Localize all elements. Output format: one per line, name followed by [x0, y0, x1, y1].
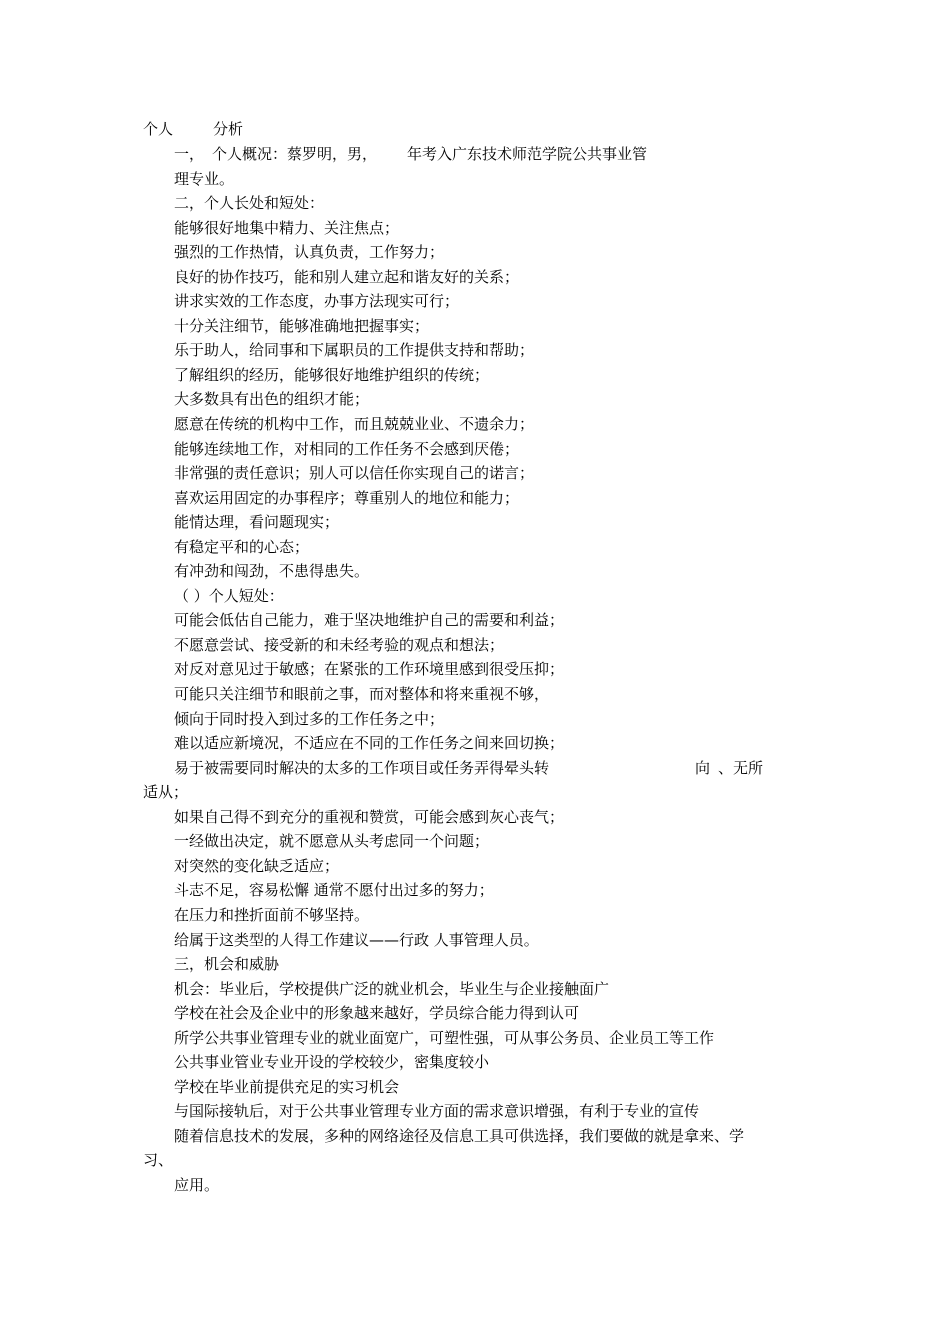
weakness-item: 对突然的变化缺乏适应； [174, 856, 340, 875]
dizzy-text-a: 易于被需要同时解决的太多的工作项目或任务弄得晕头转 [174, 758, 550, 777]
strength-item: 讲求实效的工作态度，办事方法现实可行； [174, 292, 460, 311]
section-1-continuation: 理专业。 [174, 169, 235, 188]
weakness-item-dizzy [143, 756, 823, 781]
opportunity-item: 与国际接轨后，对于公共事业管理专业方面的需求意识增强，有利于专业的宣传 [174, 1102, 700, 1121]
section-1-lead: 一， [174, 145, 205, 163]
strength-item: 强烈的工作热情，认真负责，工作努力； [174, 243, 445, 262]
section-1-text-b: 年考入广东技术师范学院公共事业管 [407, 145, 648, 163]
strength-item: 有稳定平和的心态； [174, 537, 310, 556]
section-1-text-a: 个人概况：蔡罗明，男， [212, 145, 378, 163]
opportunity-item-last: 随着信息技术的发展，多种的网络途径及信息工具可供选择，我们要做的就是拿来、学 [174, 1126, 745, 1145]
strength-item: 乐于助人，给同事和下属职员的工作提供支持和帮助； [174, 341, 535, 360]
opportunity-item-last-continuation: 习、 [143, 1151, 174, 1170]
strength-item: 能够很好地集中精力、关注焦点； [174, 218, 400, 237]
opportunity-item: 机会：毕业后，学校提供广泛的就业机会，毕业生与企业接触面广 [174, 979, 610, 998]
opportunity-item: 学校在社会及企业中的形象越来越好，学员综合能力得到认可 [174, 1004, 580, 1023]
strength-item: 喜欢运用固定的办事程序；尊重别人的地位和能力； [174, 488, 520, 507]
section-3-heading: 三，机会和威胁 [174, 955, 280, 974]
opportunity-item-last-end: 应用。 [174, 1175, 220, 1194]
opportunity-item: 公共事业管业专业开设的学校较少，密集度较小 [174, 1053, 490, 1072]
opportunity-item: 学校在毕业前提供充足的实习机会 [174, 1077, 400, 1096]
strength-item: 愿意在传统的机构中工作，而且兢兢业业、不遗余力； [174, 415, 535, 434]
strength-item: 有冲劲和闯劲，不患得患失。 [174, 562, 370, 581]
weakness-item: 一经做出决定，就不愿意从头考虑同一个问题； [174, 832, 490, 851]
strength-item: 了解组织的经历，能够很好地维护组织的传统； [174, 365, 490, 384]
dizzy-text-b: 向 [695, 758, 711, 777]
opportunity-item: 所学公共事业管理专业的就业面宽广，可塑性强，可从事公务员、企业员工等工作 [174, 1028, 715, 1047]
dizzy-text-c: 、无所 [718, 758, 764, 777]
weakness-item: 难以适应新境况，不适应在不同的工作任务之间来回切换； [174, 734, 565, 753]
weakness-item: 如果自己得不到充分的重视和赞赏，可能会感到灰心丧气； [174, 807, 565, 826]
section-1-line [143, 142, 823, 167]
weakness-item: 不愿意尝试、接受新的和未经考验的观点和想法； [174, 635, 505, 654]
weakness-heading: （ ）个人短处： [174, 586, 284, 605]
title-part-2: 分析 [213, 120, 244, 138]
document-body [143, 142, 823, 1198]
strength-item: 非常强的责任意识；别人可以信任你实现自己的诺言； [174, 464, 535, 483]
work-suggestion: 给属于这类型的人得工作建议——行政 人事管理人员。 [174, 930, 539, 949]
strength-item: 大多数具有出色的组织才能； [174, 390, 370, 409]
section-2-heading: 二，个人长处和短处： [174, 194, 325, 213]
weakness-item: 斗志不足，容易松懈 通常不愿付出过多的努力； [174, 881, 494, 900]
strength-item: 能情达理，看问题现实； [174, 513, 340, 532]
strength-item: 良好的协作技巧，能和别人建立起和谐友好的关系； [174, 267, 520, 286]
weakness-item: 可能只关注细节和眼前之事，而对整体和将来重视不够， [174, 685, 550, 704]
strength-item: 能够连续地工作，对相同的工作任务不会感到厌倦； [174, 439, 520, 458]
weakness-item: 倾向于同时投入到过多的工作任务之中； [174, 709, 445, 728]
strength-item: 十分关注细节，能够准确地把握事实； [174, 316, 430, 335]
weakness-item-dizzy-continuation: 适从； [143, 783, 189, 802]
document-title [143, 119, 243, 139]
weakness-item: 对反对意见过于敏感；在紧张的工作环境里感到很受压抑； [174, 660, 565, 679]
title-part-1: 个人 [143, 120, 174, 138]
weakness-item: 可能会低估自己能力，难于坚决地维护自己的需要和利益； [174, 611, 565, 630]
weakness-item: 在压力和挫折面前不够坚持。 [174, 905, 370, 924]
